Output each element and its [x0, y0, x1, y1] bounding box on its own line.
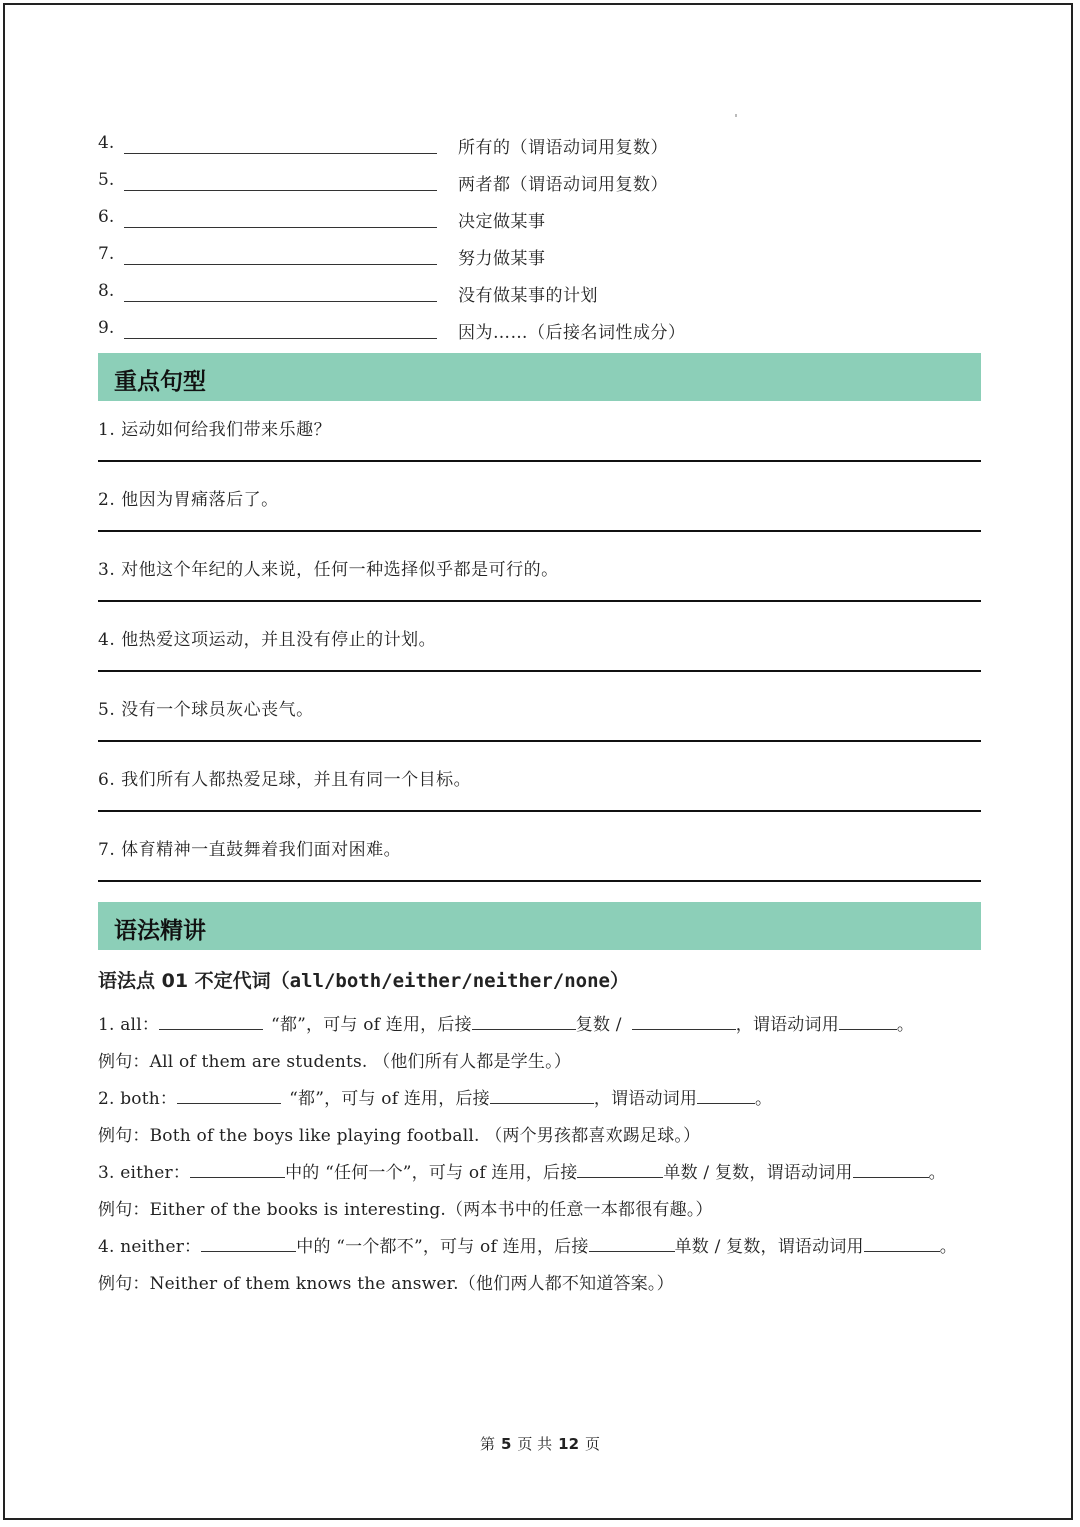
answer-line[interactable]: [98, 530, 981, 532]
vocab-meaning: 因为……（后接名词性成分）: [458, 323, 686, 343]
grammar-text: “都”，可与 of 连用，后接: [289, 1089, 490, 1109]
sentence-prompt: 3. 对他这个年纪的人来说，任何一种选择似乎都是可行的。: [98, 560, 559, 580]
grammar-example: 例句：Both of the boys like playing football. （两个男孩都喜欢踢足球。）: [98, 1126, 701, 1146]
answer-blank[interactable]: [490, 1087, 594, 1104]
sentence-prompt: 4. 他热爱这项运动，并且没有停止的计划。: [98, 630, 437, 650]
page-footer: [0, 1433, 1080, 1454]
answer-blank[interactable]: [124, 227, 437, 228]
grammar-text: 中的 “任何一个”，可与 of 连用，后接: [285, 1163, 578, 1183]
footer-text: 页: [585, 1435, 601, 1453]
grammar-point-label: 语法点 01 不定代词（: [98, 970, 290, 992]
vocab-meaning: 所有的（谓语动词用复数）: [458, 138, 668, 158]
section-header-grammar: [98, 902, 981, 950]
answer-blank[interactable]: [201, 1235, 296, 1252]
footer-text: 第: [479, 1435, 495, 1453]
answer-blank[interactable]: [124, 338, 437, 339]
total-page-number: 12: [558, 1435, 580, 1453]
grammar-line-either: [98, 1158, 946, 1183]
vocab-number: 7.: [98, 244, 115, 264]
answer-blank[interactable]: [472, 1013, 576, 1030]
answer-blank[interactable]: [697, 1087, 755, 1104]
grammar-text: 复数 /: [575, 1015, 622, 1035]
grammar-text: 中的 “一个都不”，可与 of 连用，后接: [296, 1237, 589, 1257]
grammar-text: ，谓语动词用: [593, 1089, 698, 1109]
answer-blank[interactable]: [190, 1161, 285, 1178]
sentence-item: [98, 765, 981, 835]
grammar-example: 例句：Neither of them knows the answer.（他们两人都不知道答案。）: [98, 1274, 674, 1294]
vocab-number: 8.: [98, 281, 115, 301]
answer-blank[interactable]: [124, 190, 437, 191]
grammar-point-words: all/both/either/neither/none: [289, 970, 610, 992]
grammar-line-both: [98, 1084, 772, 1109]
grammar-text: 。: [939, 1237, 957, 1257]
grammar-text: 单数 / 复数，谓语动词用: [674, 1237, 864, 1257]
answer-line[interactable]: [98, 460, 981, 462]
sentence-item: [98, 835, 981, 905]
vocab-meaning: 努力做某事: [458, 249, 546, 269]
answer-blank[interactable]: [124, 264, 437, 265]
sentence-prompt: 5. 没有一个球员灰心丧气。: [98, 700, 314, 720]
answer-line[interactable]: [98, 880, 981, 882]
answer-blank[interactable]: [632, 1013, 736, 1030]
sentence-prompt: 6. 我们所有人都热爱足球，并且有同一个目标。: [98, 770, 472, 790]
answer-line[interactable]: [98, 740, 981, 742]
answer-blank[interactable]: [124, 153, 437, 154]
vocab-number: 5.: [98, 170, 115, 190]
grammar-point-close: ）: [609, 970, 629, 992]
answer-line[interactable]: [98, 670, 981, 672]
grammar-line-neither: [98, 1232, 957, 1257]
answer-blank[interactable]: [577, 1161, 663, 1178]
grammar-line-all: [98, 1010, 914, 1035]
grammar-text: 。: [755, 1089, 773, 1109]
sentence-item: [98, 485, 981, 555]
grammar-text: 。: [928, 1163, 946, 1183]
sentence-prompt: 2. 他因为胃痛落后了。: [98, 490, 279, 510]
vocab-meaning: 没有做某事的计划: [458, 286, 598, 306]
vocab-meaning: 两者都（谓语动词用复数）: [458, 175, 668, 195]
sentence-prompt: 7. 体育精神一直鼓舞着我们面对困难。: [98, 840, 402, 860]
answer-blank[interactable]: [124, 301, 437, 302]
vocab-meaning: 决定做某事: [458, 212, 546, 232]
footer-text: 页 共: [517, 1435, 553, 1453]
section-title: 语法精讲: [114, 918, 206, 944]
grammar-text: “都”，可与 of 连用，后接: [271, 1015, 472, 1035]
vocab-number: 9.: [98, 318, 115, 338]
grammar-text: ，谓语动词用: [735, 1015, 839, 1035]
grammar-text: 2. both：: [98, 1089, 178, 1109]
grammar-text: 1. all：: [98, 1015, 160, 1035]
vocab-number: 4.: [98, 133, 115, 153]
answer-blank[interactable]: [864, 1235, 940, 1252]
answer-blank[interactable]: [853, 1161, 929, 1178]
grammar-text: 4. neither：: [98, 1237, 202, 1257]
sentence-item: [98, 625, 981, 695]
grammar-point-title: [98, 966, 629, 993]
grammar-example: 例句：All of them are students. （他们所有人都是学生。）: [98, 1052, 572, 1072]
sentence-prompt: 1. 运动如何给我们带来乐趣？: [98, 420, 332, 440]
grammar-example: 例句：Either of the books is interesting.（两本书中的任意一本都很有趣。）: [98, 1200, 713, 1220]
answer-blank[interactable]: [839, 1013, 897, 1030]
sentence-item: [98, 415, 981, 485]
grammar-text: 。: [896, 1015, 915, 1035]
grammar-text: 单数 / 复数，谓语动词用: [663, 1163, 853, 1183]
answer-blank[interactable]: [589, 1235, 675, 1252]
scan-speck: [735, 114, 737, 117]
grammar-text: 3. either：: [98, 1163, 191, 1183]
answer-line[interactable]: [98, 810, 981, 812]
sentence-item: [98, 555, 981, 625]
answer-blank[interactable]: [159, 1013, 263, 1030]
answer-line[interactable]: [98, 600, 981, 602]
vocab-number: 6.: [98, 207, 115, 227]
section-header-key-sentences: [98, 353, 981, 401]
section-title: 重点句型: [114, 369, 206, 395]
answer-blank[interactable]: [177, 1087, 281, 1104]
current-page-number: 5: [500, 1435, 512, 1453]
sentence-item: [98, 695, 981, 765]
